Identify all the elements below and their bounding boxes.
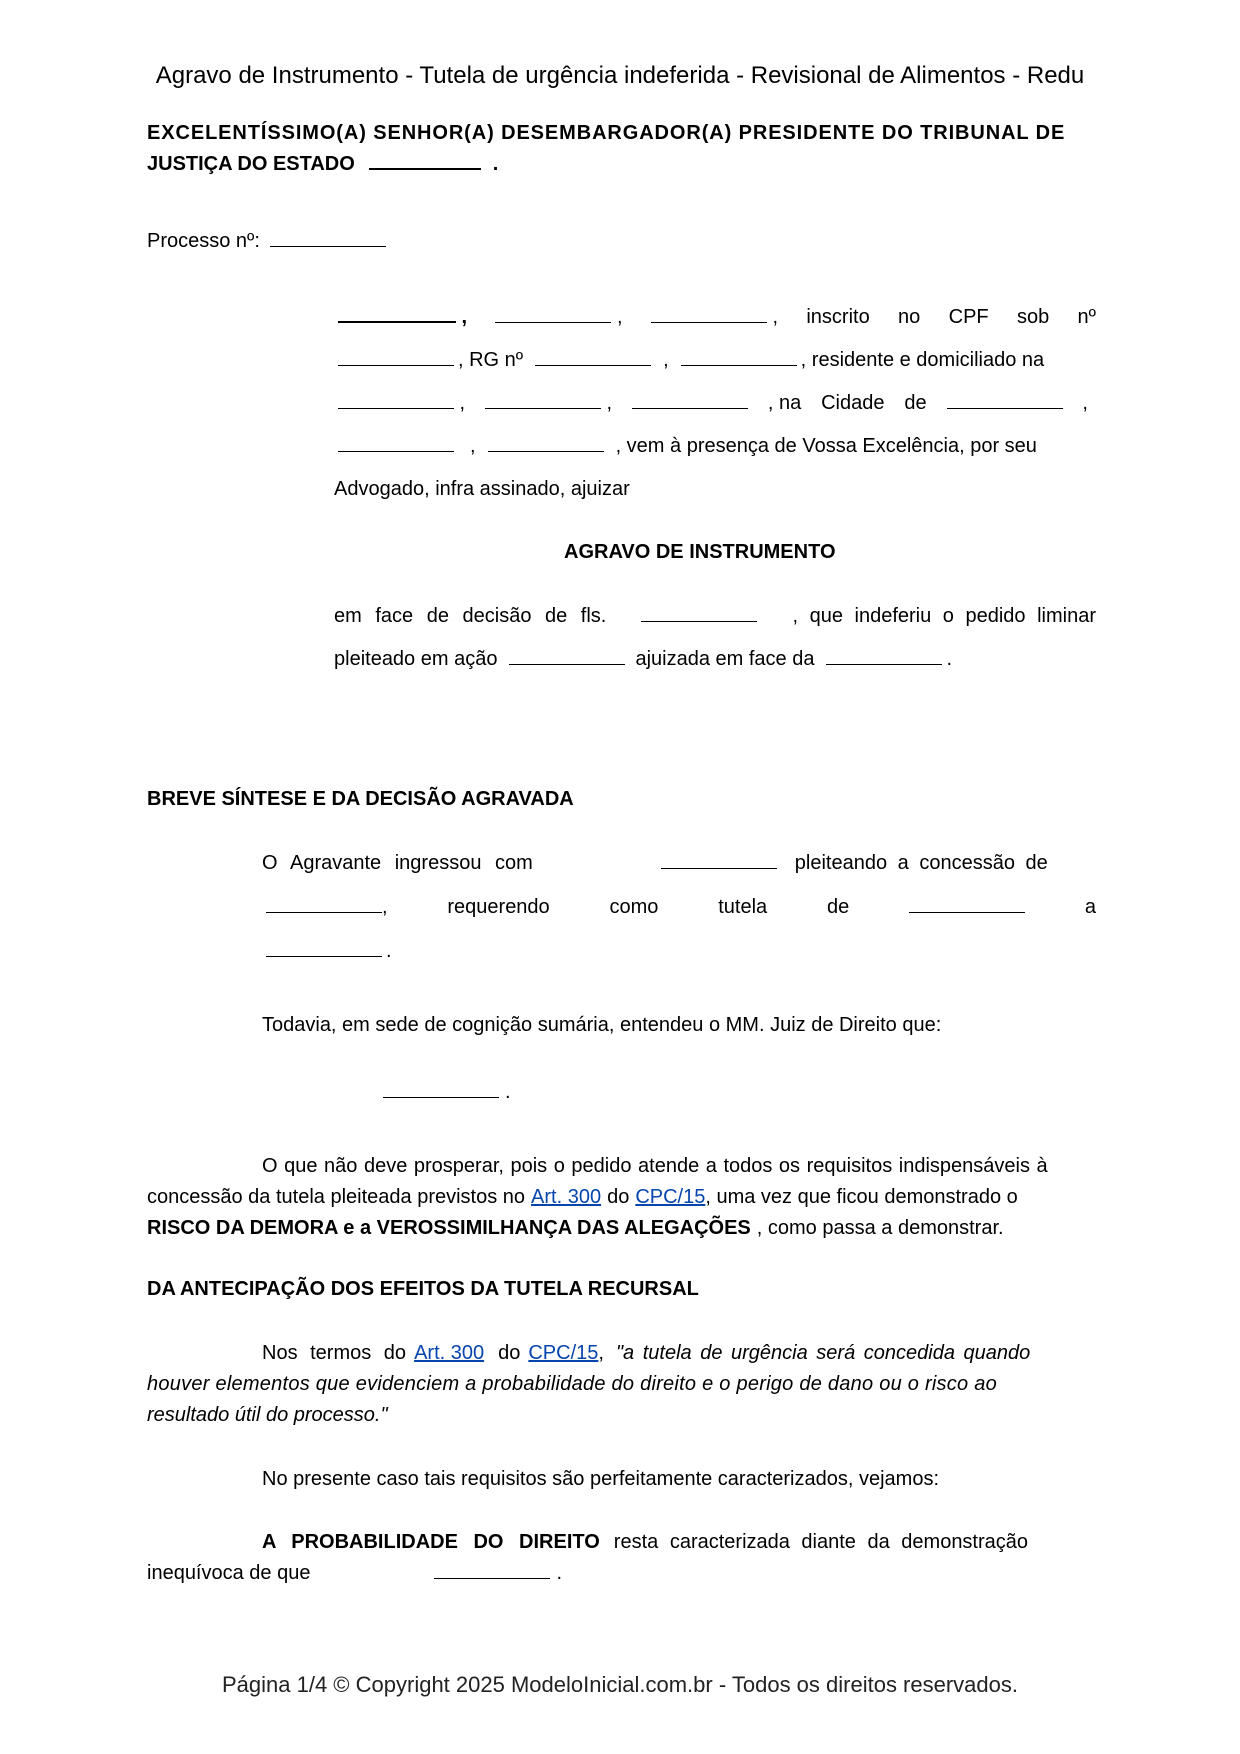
qualification-line-2: , RG nº , , residente e domiciliado na xyxy=(338,349,1096,372)
antecipacao-quote-line-2: houver elementos que evidenciem a probabilidade do direito e o perigo de dano ou o risco ao xyxy=(147,1373,997,1395)
section-heading-breve-sintese: BREVE SÍNTESE E DA DECISÃO AGRAVADA xyxy=(147,788,574,810)
sintese-line-1: O Agravante ingressou com pleiteando a concessão de xyxy=(262,852,1048,874)
blank-field[interactable] xyxy=(661,854,777,869)
sintese-paragraph-4-line-3: RISCO DA DEMORA e a VEROSSIMILHANÇA DAS ALEGAÇÕES , como passa a demonstrar. xyxy=(147,1217,1004,1239)
document-header-title: Agravo de Instrumento - Tutela de urgência indeferida - Revisional de Alimentos - Redu xyxy=(155,62,1085,89)
qualification-line-1: , , , inscrito no CPF sob nº xyxy=(338,306,1096,329)
art-300-link-2[interactable]: Art. 300 xyxy=(414,1342,485,1364)
blank-field[interactable] xyxy=(338,307,456,323)
decision-quote-line: . xyxy=(383,1081,511,1104)
blank-field[interactable] xyxy=(383,1083,499,1098)
blank-field[interactable] xyxy=(826,650,942,665)
blank-field[interactable] xyxy=(369,154,481,170)
processo-line xyxy=(147,230,386,253)
address-line-2: JUSTIÇA DO ESTADO . xyxy=(147,153,499,175)
blank-field[interactable] xyxy=(909,898,1025,913)
sintese-paragraph-4-line-2: concessão da tutela pleiteada previstos no Art. 300 do CPC/15 , uma vez que ficou demonstrado o xyxy=(147,1186,1018,1208)
cpc-15-link-2[interactable]: CPC/15 xyxy=(528,1342,599,1364)
sintese-paragraph-4-line-1: O que não deve prosperar, pois o pedido atende a todos os requisitos indispensáveis à xyxy=(262,1155,1048,1177)
page-footer: Página 1/4 © Copyright 2025 ModeloInicial.com.br - Todos os direitos reservados. xyxy=(222,1672,1018,1697)
blank-field[interactable] xyxy=(632,394,748,409)
blank-field[interactable] xyxy=(338,394,454,409)
art-300-link[interactable]: Art. 300 xyxy=(531,1186,602,1208)
qualification-line-3: , , , na Cidade de , xyxy=(338,392,1088,415)
section-heading-antecipacao: DA ANTECIPAÇÃO DOS EFEITOS DA TUTELA RECURSAL xyxy=(147,1278,699,1300)
sintese-line-3: . xyxy=(266,940,392,963)
antecipacao-quote-line-3: resultado útil do processo." xyxy=(147,1404,388,1426)
decision-line-2: pleiteado em ação ajuizada em face da . xyxy=(334,648,953,670)
antecipacao-paragraph-2: No presente caso tais requisitos são perfeitamente caracterizados, vejamos: xyxy=(262,1468,940,1490)
blank-field[interactable] xyxy=(485,394,601,409)
blank-field[interactable] xyxy=(266,942,382,957)
probabilidade-line-1: A PROBABILIDADE DO DIREITO resta caracterizada diante da demonstração xyxy=(262,1531,1029,1553)
blank-field[interactable] xyxy=(338,351,454,366)
blank-field[interactable] xyxy=(266,898,382,913)
antecipacao-line-1: Nos termos do Art. 300 do CPC/15 , "a tutela de urgência será concedida quando xyxy=(262,1342,1031,1364)
blank-field[interactable] xyxy=(681,351,797,366)
blank-field[interactable] xyxy=(338,437,454,452)
qualification-line-5: Advogado, infra assinado, ajuizar xyxy=(334,478,630,500)
blank-field[interactable] xyxy=(434,1564,550,1579)
blank-field[interactable] xyxy=(651,308,767,323)
address-line-1: EXCELENTÍSSIMO(A) SENHOR(A) DESEMBARGADOR(A) PRESIDENTE DO TRIBUNAL DE xyxy=(147,122,1066,144)
sintese-line-2: , requerendo como tutela de a xyxy=(266,896,1096,919)
processo-label: Processo nº: xyxy=(147,230,260,252)
probabilidade-line-2: inequívoca de que . xyxy=(147,1562,563,1584)
blank-field[interactable] xyxy=(535,351,651,366)
blank-field[interactable] xyxy=(947,394,1063,409)
blank-field[interactable] xyxy=(641,607,757,622)
blank-field[interactable] xyxy=(509,650,625,665)
qualification-line-4: , , vem à presença de Vossa Excelência, por seu xyxy=(338,435,1096,458)
petition-title: AGRAVO DE INSTRUMENTO xyxy=(564,541,836,563)
processo-number-blank[interactable] xyxy=(270,232,386,247)
sintese-paragraph-2: Todavia, em sede de cognição sumária, entendeu o MM. Juiz de Direito que: xyxy=(262,1014,942,1036)
cpc-15-link[interactable]: CPC/15 xyxy=(635,1186,706,1208)
blank-field[interactable] xyxy=(495,308,611,323)
decision-line-1: em face de decisão de fls. , que indeferiu o pedido liminar xyxy=(334,605,1096,627)
blank-field[interactable] xyxy=(488,437,604,452)
